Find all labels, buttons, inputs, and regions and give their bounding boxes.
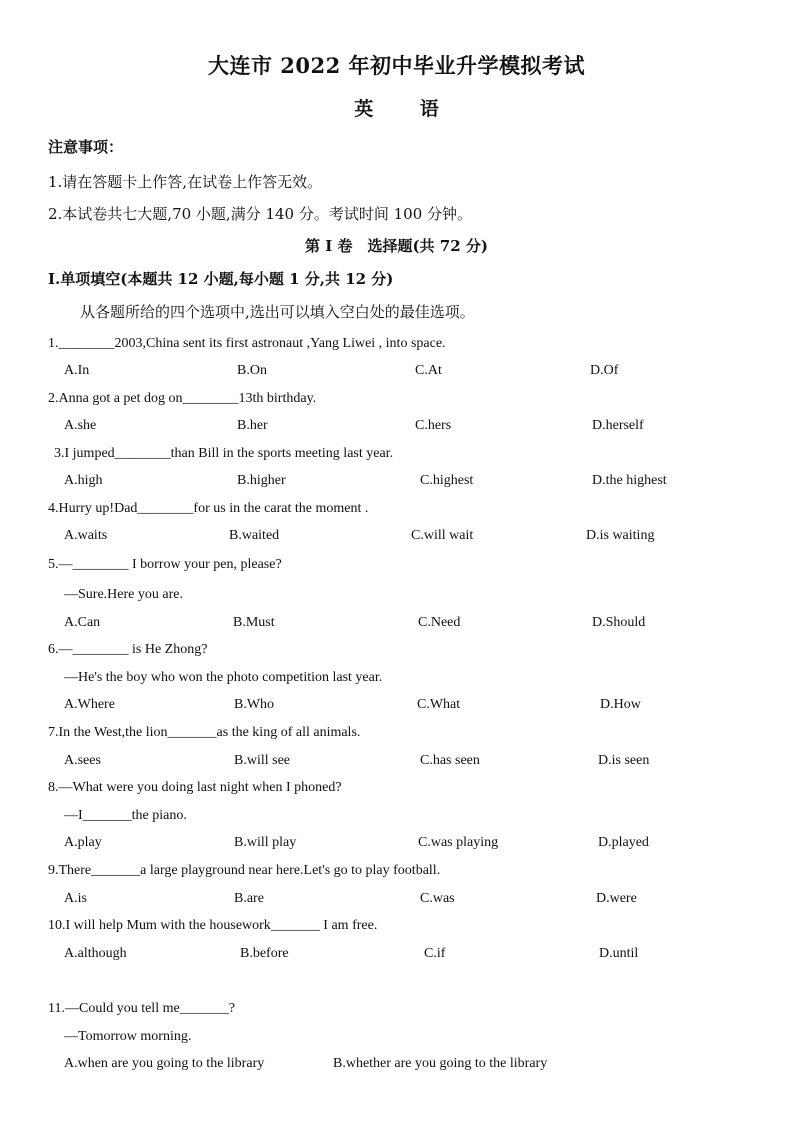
option-d: D.is seen	[598, 753, 650, 768]
question-stem: 5.—________ I borrow your pen, please?	[48, 557, 282, 572]
option-a: A.is	[64, 891, 87, 906]
option-a: A.she	[64, 418, 97, 433]
option-b: B.Must	[233, 615, 275, 630]
question-stem: 8.—What were you doing last night when I phoned?	[48, 780, 342, 795]
notice-heading: 注意事项：	[48, 138, 124, 156]
part-directions: 从各题所给的四个选项中,选出可以填入空白处的最佳选项。	[80, 303, 475, 321]
option-d: D.How	[600, 697, 641, 712]
option-b: B.her	[237, 418, 268, 433]
question-stem: 4.Hurry up!Dad________for us in the carat the moment .	[48, 501, 369, 516]
part-title: I.单项填空(本题共 12 小题,每小题 1 分,共 12 分)	[48, 270, 394, 288]
question-reply: —Tomorrow morning.	[64, 1029, 192, 1044]
question-stem: 6.—________ is He Zhong?	[48, 642, 208, 657]
option-b: B.waited	[229, 528, 280, 543]
subject-title: 英 语	[354, 98, 459, 120]
option-d: D.Of	[590, 363, 619, 378]
option-d: D.is waiting	[586, 528, 655, 543]
option-c: C.Need	[418, 615, 461, 630]
question-reply: —Sure.Here you are.	[64, 587, 183, 602]
question-stem: 2.Anna got a pet dog on________13th birthday.	[48, 391, 317, 406]
option-c: C.What	[417, 697, 461, 712]
option-b: B.will see	[234, 753, 290, 768]
option-a: A.sees	[64, 753, 101, 768]
exam-title: 大连市 2022 年初中毕业升学模拟考试	[207, 53, 586, 78]
question-stem: 11.—Could you tell me_______?	[48, 1001, 235, 1016]
option-d: D.were	[596, 891, 637, 906]
option-a: A.Can	[64, 615, 101, 630]
question-stem: 3.I jumped________than Bill in the sports meeting last year.	[54, 446, 394, 461]
option-d: D.until	[599, 946, 639, 961]
option-b: B.are	[234, 891, 264, 906]
option-d: D.the highest	[592, 473, 667, 488]
option-c: C.if	[424, 946, 446, 961]
option-a: A.play	[64, 835, 102, 850]
question-stem: 7.In the West,the lion_______as the king of all animals.	[48, 725, 361, 740]
option-c: C.has seen	[420, 753, 480, 768]
option-b: B.before	[240, 946, 289, 961]
question-stem: 9.There_______a large playground near here.Let's go to play football.	[48, 863, 441, 878]
option-a: A.when are you going to the library	[64, 1056, 265, 1071]
option-d: D.herself	[592, 418, 644, 433]
option-c: C.was playing	[418, 835, 499, 850]
option-b: B.higher	[237, 473, 286, 488]
question-reply: —I_______the piano.	[64, 808, 187, 823]
option-c: C.At	[415, 363, 442, 378]
option-a: A.Where	[64, 697, 115, 712]
section-title: 第 I 卷 选择题(共 72 分)	[305, 237, 488, 255]
question-reply: —He's the boy who won the photo competition last year.	[64, 670, 383, 685]
option-b: B.Who	[234, 697, 275, 712]
option-c: C.highest	[420, 473, 474, 488]
option-c: C.hers	[415, 418, 452, 433]
option-a: A.although	[64, 946, 127, 961]
option-d: D.played	[598, 835, 649, 850]
notice-item-1: 1.请在答题卡上作答,在试卷上作答无效。	[48, 173, 323, 191]
question-stem: 1.________2003,China sent its first astronaut ,Yang Liwei , into space.	[48, 336, 446, 351]
option-c: C.will wait	[411, 528, 474, 543]
option-a: A.In	[64, 363, 90, 378]
option-d: D.Should	[592, 615, 646, 630]
option-a: A.waits	[64, 528, 108, 543]
option-c: C.was	[420, 891, 455, 906]
option-a: A.high	[64, 473, 103, 488]
question-stem: 10.I will help Mum with the housework_______ I am free.	[48, 918, 378, 933]
option-b: B.whether are you going to the library	[333, 1056, 548, 1071]
option-b: B.On	[237, 363, 267, 378]
notice-item-2: 2.本试卷共七大题,70 小题,满分 140 分。考试时间 100 分钟。	[48, 205, 473, 223]
option-b: B.will play	[234, 835, 297, 850]
